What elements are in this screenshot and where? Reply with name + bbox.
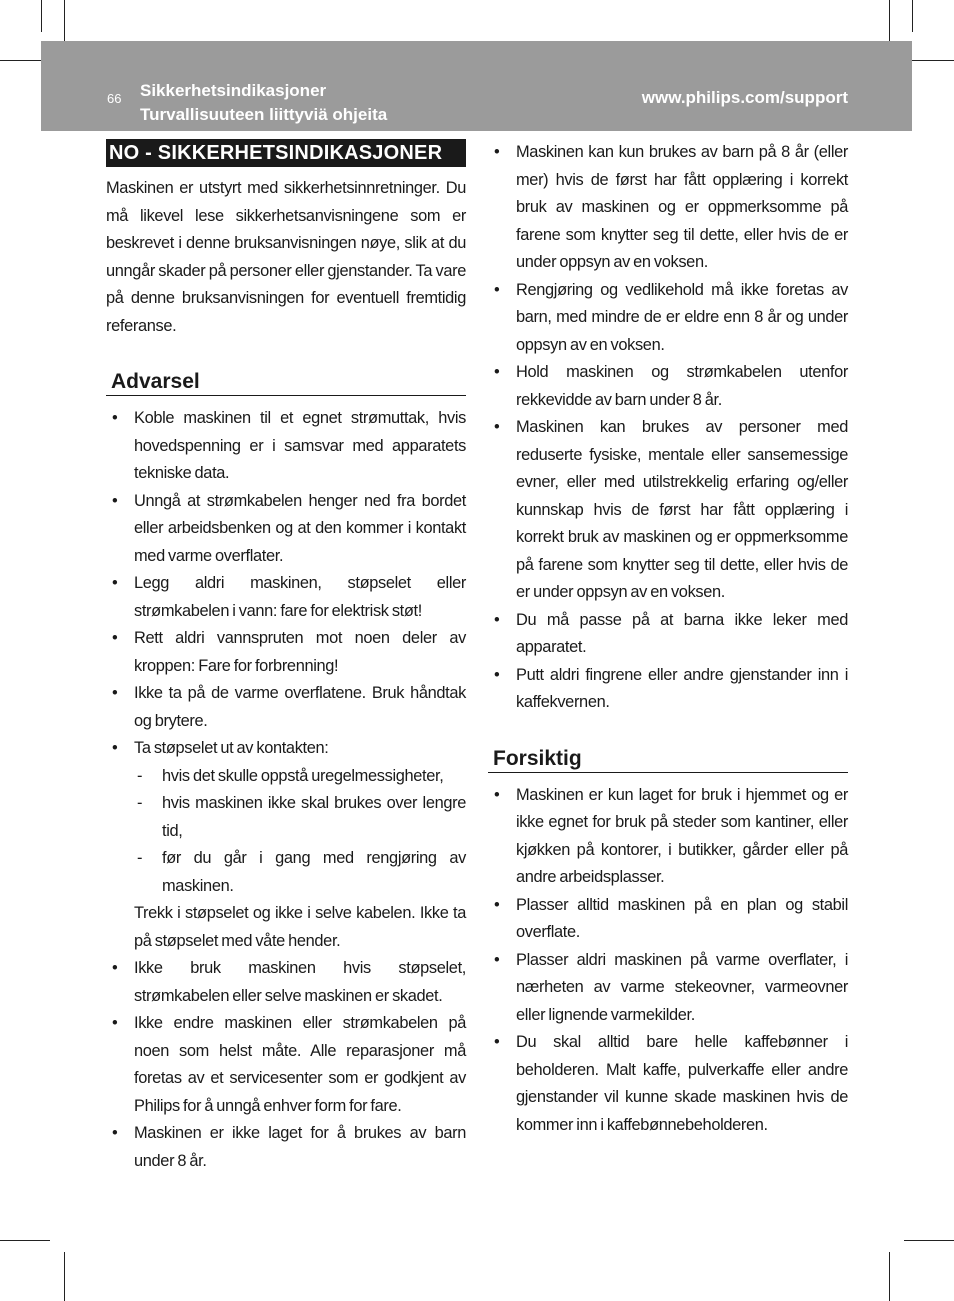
bullet-icon: • — [494, 785, 500, 804]
crop-mark — [889, 1252, 890, 1301]
list-item-text: Maskinen er ikke laget for å brukes av barn under 8 år. — [134, 1124, 466, 1170]
bullet-icon: • — [112, 1014, 118, 1032]
list-item — [106, 625, 466, 680]
list-item-text: Ikke endre maskinen eller strømkabelen på noen som helst måte. Alle reparasjoner må foretas av et servicesenter som er godkjent av Philips for å unngå enhver form for fare. — [134, 1014, 466, 1115]
list-item-text: Rengjøring og vedlikehold må ikke foretas av barn, med mindre de er eldre enn 8 år og under oppsyn av en voksen. — [516, 280, 848, 354]
list-item-text: Legg aldri maskinen, støpselet eller strømkabelen i vann: fare for elektrisk støt! — [134, 574, 466, 620]
bullet-icon: • — [112, 491, 118, 510]
list-item — [488, 662, 848, 717]
list-item-text: Plasser aldri maskinen på varme overflater, i nærheten av varme stekeovner, varmeovner eller lignende varmekilder. — [516, 950, 848, 1024]
forsiktig-list — [488, 782, 848, 1140]
list-item-text: Hold maskinen og strømkabelen utenfor rekkevidde av barn under 8 år. — [516, 363, 848, 409]
list-item-text: Maskinen er kun laget for bruk i hjemmet og er ikke egnet for bruk på steder som kantiner, eller kjøkken på kontorer, i butikker, gårder eller på andre arbeidsplasser. — [516, 785, 848, 886]
list-item — [106, 1010, 466, 1120]
bullet-icon: • — [494, 363, 500, 381]
list-item-text: Plasser alltid maskinen på en plan og stabil overflate. — [516, 895, 848, 941]
sub-list-item — [134, 845, 466, 900]
list-item — [106, 488, 466, 571]
bullet-icon: • — [494, 1033, 500, 1051]
list-item — [488, 1029, 848, 1139]
crop-mark — [0, 1240, 50, 1241]
list-item — [488, 414, 848, 607]
sub-list-item-text: hvis det skulle oppstå uregelmessigheter, — [162, 766, 444, 785]
bullet-icon: • — [112, 1124, 118, 1142]
bullet-icon: • — [494, 143, 500, 161]
bullet-icon: • — [112, 739, 118, 757]
list-item-text: Rett aldri vannspruten mot noen deler av kroppen: Fare for forbrenning! — [134, 629, 466, 675]
section-title-forsiktig: Forsiktig — [488, 746, 848, 773]
list-item — [106, 680, 466, 735]
crop-mark — [904, 1240, 954, 1241]
list-item-text: Ikke ta på de varme overflatene. Bruk håndtak og brytere. — [134, 684, 466, 730]
bullet-icon: • — [494, 950, 500, 969]
advarsel-list — [106, 405, 466, 1175]
list-item-text: Du skal alltid bare helle kaffebønner i beholderen. Malt kaffe, pulverkaffe eller andre gjenstander vil kunne skade maskinen hvis de kommer inn i kaffebønnebeholderen. — [516, 1033, 848, 1134]
list-item-text: Putt aldri fingrene eller andre gjenstander inn i kaffekvernen. — [516, 665, 848, 711]
list-item — [106, 405, 466, 488]
sub-list-item-text: hvis maskinen ikke skal brukes over lengre tid, — [162, 794, 466, 840]
dash-icon: - — [137, 849, 143, 867]
left-column — [106, 139, 466, 1175]
list-item-text: Maskinen kan kun brukes av barn på 8 år (eller mer) hvis de først har fått opplæring i korrekt bruk av maskinen og er oppmerksomme på farene som knytter seg til dette, eller hvis de er under oppsyn av en voksen. — [516, 143, 848, 271]
list-item — [106, 1120, 466, 1175]
list-item — [488, 892, 848, 947]
main-title: NO - SIKKERHETSINDIKASJONER — [106, 139, 466, 167]
bullet-icon: • — [494, 280, 500, 299]
support-url: www.philips.com/support — [641, 88, 848, 107]
list-item — [488, 277, 848, 360]
crop-mark — [64, 1252, 65, 1301]
section-title-advarsel: Advarsel — [106, 369, 466, 396]
list-item-text: Unngå at strømkabelen henger ned fra bordet eller arbeidsbenken og at den kommer i kontakt med varme overflater. — [134, 491, 466, 565]
list-item — [106, 570, 466, 625]
bullet-icon: • — [112, 959, 118, 977]
list-item-text: Ta støpselet ut av kontakten: — [134, 739, 329, 757]
sub-list-item — [134, 763, 466, 791]
page-number: 66 — [107, 91, 122, 106]
list-item-text: Du må passe på at barna ikke leker med apparatet. — [516, 610, 848, 656]
list-item — [488, 607, 848, 662]
bullet-icon: • — [494, 418, 500, 436]
bullet-icon: • — [112, 409, 118, 427]
dash-icon: - — [137, 794, 143, 812]
right-column — [488, 139, 848, 1139]
list-item — [106, 735, 466, 955]
list-item-text: Maskinen kan brukes av personer med reduserte fysiske, mentale eller sansemessige evner, eller med utilstrekkelig erfaring og/eller kunnskap hvis de først har fått opplæring i korrekt bruk av maskinen og er oppmerksomme på farene som knytter seg til dette, eller hvis de er under oppsyn av en voksen. — [516, 418, 848, 601]
bullet-icon: • — [494, 895, 500, 914]
advarsel-list-continued — [488, 139, 848, 717]
list-item — [488, 782, 848, 892]
crop-mark — [41, 0, 42, 32]
list-item-text: Koble maskinen til et egnet strømuttak, hvis hovedspenning er i samsvar med apparatets tekniske data. — [134, 409, 466, 482]
bullet-icon: • — [112, 684, 118, 702]
header-title-line2: Turvallisuuteen liittyviä ohjeita — [140, 105, 388, 124]
bullet-icon: • — [494, 665, 500, 684]
sub-list — [134, 763, 466, 901]
dash-icon: - — [137, 766, 143, 785]
page-header — [41, 41, 912, 131]
bullet-icon: • — [494, 610, 500, 629]
header-title-line1: Sikkerhetsindikasjoner — [140, 81, 327, 100]
bullet-icon: • — [112, 574, 118, 592]
bullet-icon: • — [112, 629, 118, 647]
header-title — [140, 79, 387, 127]
list-item — [488, 947, 848, 1030]
list-item — [106, 955, 466, 1010]
list-item — [488, 359, 848, 414]
list-item-text: Ikke bruk maskinen hvis støpselet, strømkabelen eller selve maskinen er skadet. — [134, 959, 466, 1005]
sub-note: Trekk i støpselet og ikke i selve kabelen. Ikke ta på støpselet med våte hender. — [134, 904, 466, 950]
list-item — [488, 139, 848, 277]
sub-list-item — [134, 790, 466, 845]
crop-mark — [912, 0, 913, 32]
intro-paragraph: Maskinen er utstyrt med sikkerhetsinnretninger. Du må likevel lese sikkerhetsanvisningene som er beskrevet i denne bruksanvisningen nøye, slik at du unngår skader på personer eller gjenstander. Ta vare på denne bruksanvisningen for eventuell fremtidig referanse. — [106, 179, 466, 335]
sub-list-item-text: før du går i gang med rengjøring av maskinen. — [162, 849, 466, 895]
